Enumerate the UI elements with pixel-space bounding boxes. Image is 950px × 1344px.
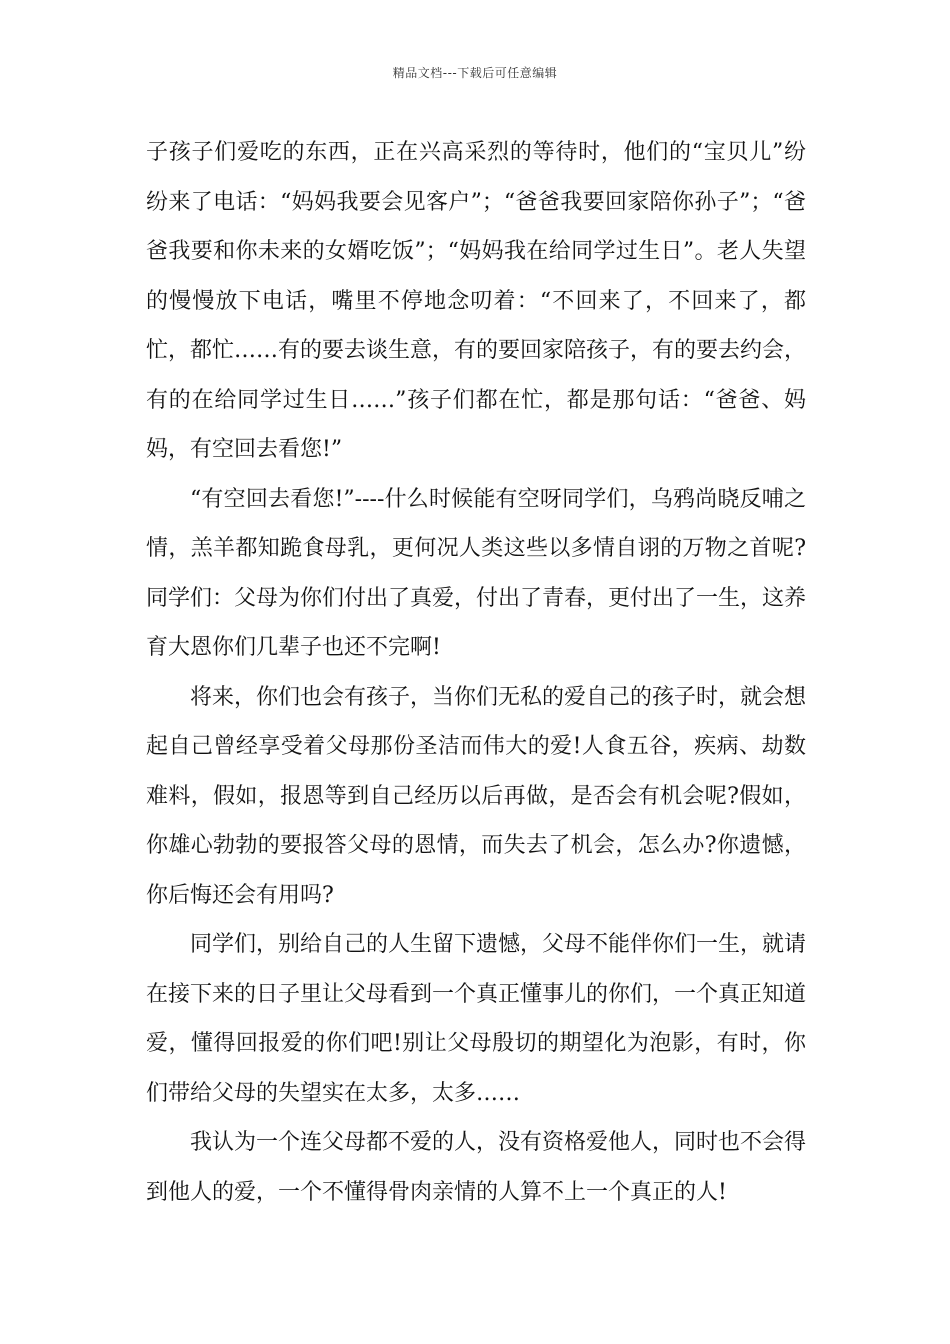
paragraph-4: 同学们，别给自己的人生留下遗憾，父母不能伴你们一生，就请在接下来的日子里让父母看到一个真正懂事儿的你们，一个真正知道爱，懂得回报爱的你们吧!别让父母殷切的期望化为泡影，有时，你们带给父母的失望实在太多，太多…… [146,932,807,1106]
paragraph-2: “有空回去看您!”----什么时候能有空呀同学们，乌鸦尚晓反哺之情，羔羊都知跪食母乳，更何况人类这些以多情自诩的万物之首呢?同学们：父母为你们付出了真爱，付出了青春，更付出了一生，这养育大恩你们几辈子也还不完啊! [146,486,807,660]
page-header: 精品文档---下载后可任意编辑 [392,66,558,80]
document-body [146,128,806,1217]
paragraph-3: 将来，你们也会有孩子，当你们无私的爱自己的孩子时，就会想起自己曾经享受着父母那份圣洁而伟大的爱!人食五谷，疾病、劫数难料，假如，报恩等到自己经历以后再做，是否会有机会呢?假如，你雄心勃勃的要报答父母的恩情，而失去了机会，怎么办?你遗憾，你后悔还会有用吗? [146,684,807,908]
paragraph-5: 我认为一个连父母都不爱的人，没有资格爱他人，同时也不会得到他人的爱，一个不懂得骨肉亲情的人算不上一个真正的人! [146,1130,807,1205]
paragraph-1: 子孩子们爱吃的东西，正在兴高采烈的等待时，他们的“宝贝儿”纷纷来了电话：“妈妈我要会见客户”；“爸爸我要回家陪你孙子”；“爸爸我要和你未来的女婿吃饭”；“妈妈我在给同学过生日”。老人失望的慢慢放下电话，嘴里不停地念叨着：“不回来了，不回来了，都忙，都忙……有的要去谈生意，有的要回家陪孩子，有的要去约会，有的在给同学过生日……”孩子们都在忙，都是那句话：“爸爸、妈妈，有空回去看您!” [146,140,807,462]
